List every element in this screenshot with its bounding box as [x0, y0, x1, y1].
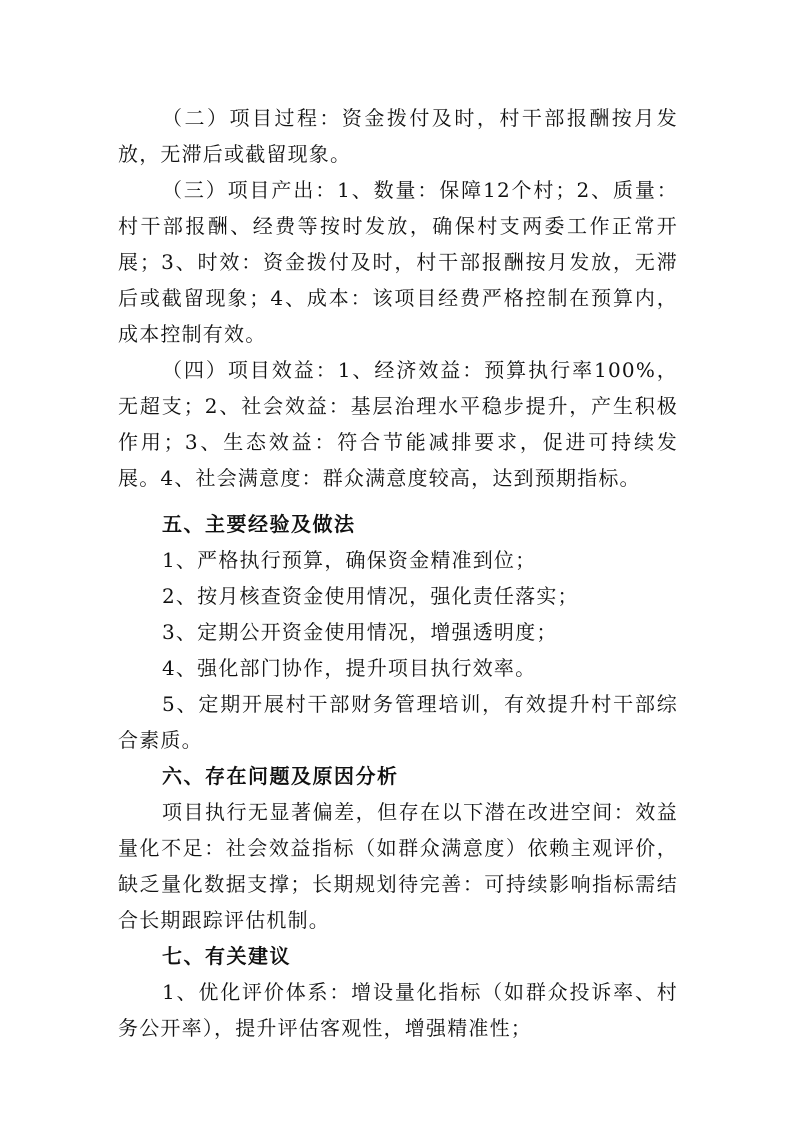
section-heading-experience: 五、主要经验及做法	[162, 512, 356, 536]
list-item: 4、强化部门协作，提升项目执行效率。	[162, 656, 537, 680]
list-item: 5、定期开展村干部财务管理培训，有效提升村干部综合素质。	[118, 692, 678, 752]
paragraph-project-benefit: （四）项目效益：1、经济效益：预算执行率100%，无超支；2、社会效益：基层治理水平稳步提升，产生积极作用；3、生态效益：符合节能减排要求，促进可持续发展。4、社会满意度：群众满意度较高，达到预期指标。	[118, 358, 678, 490]
list-item: 3、定期公开资金使用情况，增强透明度；	[162, 620, 558, 644]
section-heading-problems: 六、存在问题及原因分析	[162, 764, 399, 788]
paragraph-project-output: （三）项目产出：1、数量：保障12个村；2、质量：村干部报酬、经费等按时发放，确保村支两委工作正常开展；3、时效：资金拨付及时，村干部报酬按月发放，无滞后或截留现象；4、成本：该项目经费严格控制在预算内，成本控制有效。	[118, 178, 678, 346]
list-item: 1、优化评价体系：增设量化指标（如群众投诉率、村务公开率），提升评估客观性，增强精准性；	[118, 980, 678, 1040]
list-item: 2、按月核查资金使用情况，强化责任落实；	[162, 584, 579, 608]
list-item: 1、严格执行预算，确保资金精准到位；	[162, 548, 537, 572]
paragraph-problems-analysis: 项目执行无显著偏差，但存在以下潜在改进空间：效益量化不足：社会效益指标（如群众满意度）依赖主观评价，缺乏量化数据支撑；长期规划待完善：可持续影响指标需结合长期跟踪评估机制。	[118, 800, 678, 932]
section-heading-suggestions: 七、有关建议	[162, 944, 291, 968]
paragraph-project-process: （二）项目过程：资金拨付及时，村干部报酬按月发放，无滞后或截留现象。	[118, 106, 678, 166]
